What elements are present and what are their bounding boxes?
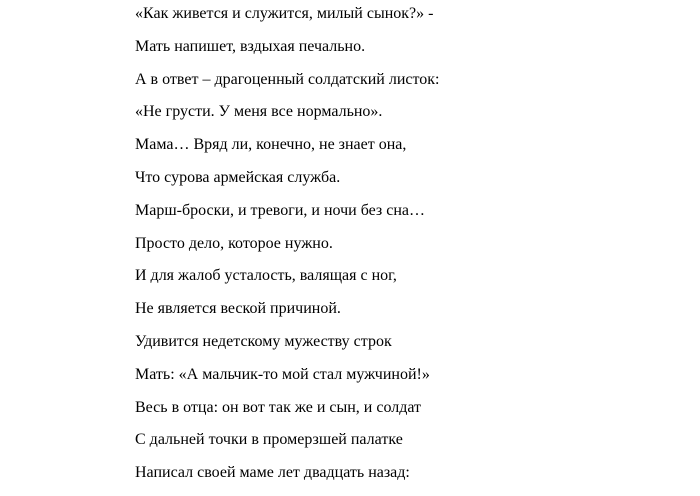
- poem-line-14: С дальней точки в промерзшей палатке: [135, 431, 403, 449]
- poem-line-8: Просто дело, которое нужно.: [135, 234, 333, 252]
- poem-line-5: Мама… Вряд ли, конечно, не знает она,: [135, 136, 407, 154]
- poem-text: [135, 4, 440, 496]
- poem-line-9: И для жалоб усталость, валящая с ног,: [135, 267, 397, 285]
- poem-line-1: «Как живется и служится, милый сынок?» -: [135, 5, 434, 22]
- poem-line-3: А в ответ – драгоценный солдатский листок:: [135, 70, 440, 88]
- poem-line-6: Что сурова армейская служба.: [135, 168, 341, 186]
- poem-line-10: Не является веской причиной.: [135, 300, 341, 318]
- poem-line-15: Написал своей маме лет двадцать назад:: [135, 464, 410, 482]
- poem-line-13: Весь в отца: он вот так же и сын, и солдат: [135, 398, 422, 416]
- poem-line-2: Мать напишет, вздыхая печально.: [135, 37, 366, 55]
- poem-line-12: Мать: «А мальчик-то мой стал мужчиной!»: [135, 365, 430, 383]
- poem-line-7: Марш-броски, и тревоги, и ночи без сна…: [135, 201, 426, 219]
- poem-line-4: «Не грусти. У меня все нормально».: [135, 103, 383, 121]
- poem-line-11: Удивится недетскому мужеству строк: [135, 332, 392, 350]
